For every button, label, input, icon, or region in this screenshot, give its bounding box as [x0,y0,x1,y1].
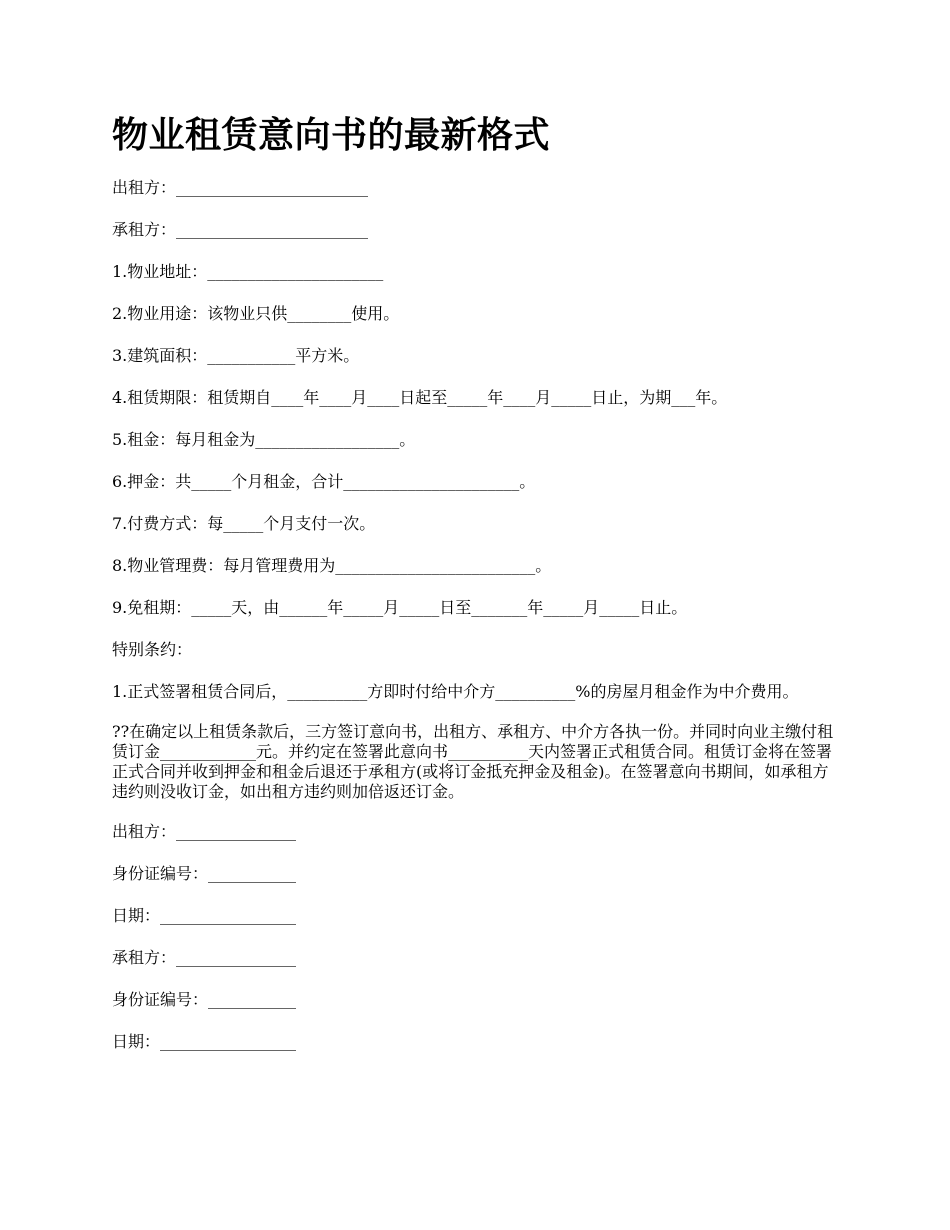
signature-lessor-date: 日期：_________________ [112,906,297,925]
signature-lessee-id: 身份证编号：___________ [112,990,297,1009]
special-term-1: 1.正式签署租赁合同后，__________方即时付给中介方__________%的房屋月租金作为中介费用。 [112,682,799,701]
special-terms-heading: 特别条约： [112,640,193,659]
signature-lessor-id: 身份证编号：___________ [112,864,297,883]
property-use-line: 2.物业用途：该物业只供________使用。 [112,304,400,323]
rent-free-period-line: 9.免租期：_____天，由______年_____月_____日至_______年_____月_____日止。 [112,598,688,617]
signature-lessee: 承租方：_______________ [112,948,297,967]
property-address-line: 1.物业地址：______________________ [112,262,384,281]
deposit-line: 6.押金：共_____个月租金，合计______________________。 [112,472,536,491]
signature-lessor: 出租方：_______________ [112,822,297,841]
rent-line: 5.租金：每月租金为__________________。 [112,430,416,449]
signature-lessee-date: 日期：_________________ [112,1032,297,1051]
floor-area-line: 3.建筑面积：___________平方米。 [112,346,360,365]
special-term-2: ??在确定以上租赁条款后，三方签订意向书，出租方、承租方、中介方各执一份。并同时向业主缴付租赁订金____________元。并约定在签署此意向书__________天内签署正式租赁合同。租赁订金将在签署正式合同并收到押金和租金后退还于承租方(或将订金抵充押金及租金)。在签署意向书期间，如承租方违约则没收订金，如出租方违约则加倍返还订金。 [112,722,834,801]
document-title: 物业租赁意向书的最新格式 [112,114,551,156]
payment-method-line: 7.付费方式：每_____个月支付一次。 [112,514,376,533]
lessor-line: 出租方：________________________ [112,178,369,197]
management-fee-line: 8.物业管理费：每月管理费用为_________________________。 [112,556,552,575]
lease-term-line: 4.租赁期限：租赁期自____年____月____日起至_____年____月_____日止，为期___年。 [112,388,728,407]
lessee-line: 承租方：________________________ [112,220,369,239]
